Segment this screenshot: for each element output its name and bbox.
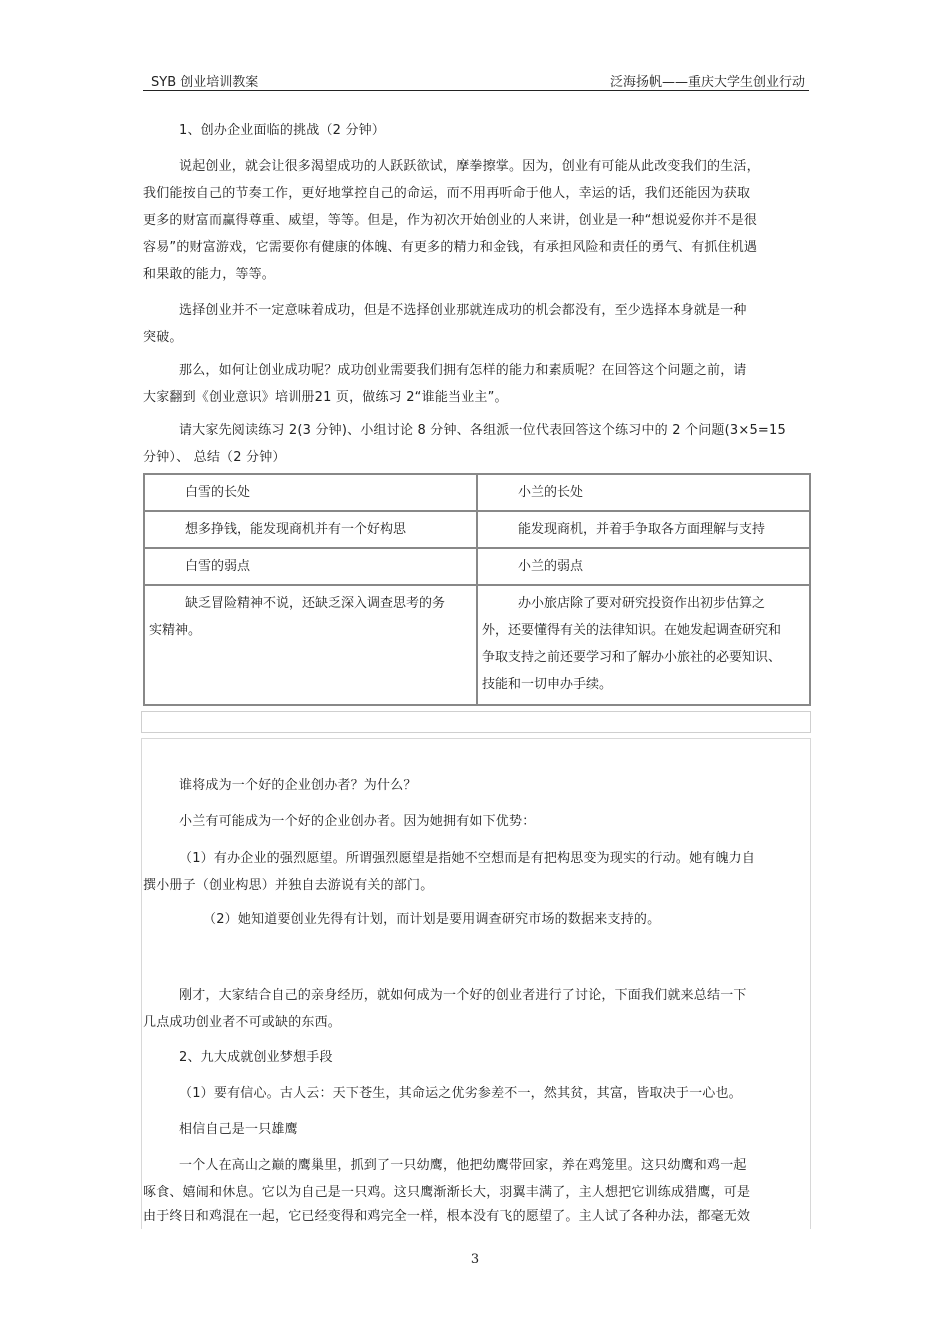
baixue-strengths-header: 白雪的长处: [185, 485, 251, 500]
table-cell: [477, 548, 810, 585]
table-cell: [144, 548, 477, 585]
table-row: [144, 511, 810, 548]
para-1-line-3: 更多的财富而赢得尊重、威望，等等。但是，作为初次开始创业的人来讲，创业是一种“想说爱你并不是很: [143, 213, 758, 228]
xiaolan-weakness-line-2: 外，还要懂得有关的法律知识。在她发起调查研究和: [482, 623, 782, 638]
baixue-weakness-line-2: 实精神。: [149, 623, 202, 638]
table-row: [144, 548, 810, 585]
story-title: 相信自己是一只雄鹰: [179, 1122, 298, 1137]
table-cell: [477, 511, 810, 548]
section-1-title: 1、创办企业面临的挑战（2 分钟）: [179, 123, 386, 138]
item-1: （1）要有信心。古人云：天下苍生，其命运之优劣参差不一，然其贫，其富，皆取决于一心也。: [179, 1086, 742, 1101]
para-1-line-2: 我们能按自己的节奏工作，更好地掌控自己的命运，而不用再听命于他人，幸运的话，我们还能因为获取: [143, 186, 751, 201]
xiaolan-strengths: 能发现商机，并着手争取各方面理解与支持: [518, 522, 766, 537]
story-line-1: 一个人在高山之巅的鹰巢里，抓到了一只幼鹰，他把幼鹰带回家，养在鸡笼里。这只幼鹰和鸡一起: [179, 1158, 747, 1173]
story-line-3: 由于终日和鸡混在一起，它已经变得和鸡完全一样，根本没有飞的愿望了。主人试了各种办法，都毫无效: [143, 1209, 751, 1224]
para-3-line-2: 大家翻到《创业意识》培训册21 页，做练习 2“谁能当业主”。: [143, 390, 508, 405]
point-2: （2）她知道要创业先得有计划，而计划是要用调查研究市场的数据来支持的。: [203, 912, 661, 927]
xiaolan-weaknesses-header: 小兰的弱点: [518, 559, 584, 574]
comparison-table: [143, 473, 811, 706]
summary-line-1: 刚才，大家结合自己的亲身经历，就如何成为一个好的创业者进行了讨论，下面我们就来总结一下: [179, 988, 747, 1003]
para-2-line-2: 突破。: [143, 330, 183, 345]
xiaolan-strengths-header: 小兰的长处: [518, 485, 584, 500]
story-line-2: 啄食、嬉闹和休息。它以为自己是一只鸡。这只鹰渐渐长大，羽翼丰满了，主人想把它训练成猎鹰，可是: [143, 1185, 751, 1200]
header-left-title: SYB 创业培训教案: [151, 75, 259, 90]
para-4-line-2: 分钟）、 总结（2 分钟）: [143, 450, 286, 465]
baixue-weakness-line-1: 缺乏冒险精神不说，还缺乏深入调查思考的务: [185, 596, 446, 611]
para-4-line-1: 请大家先阅读练习 2(3 分钟)、小组讨论 8 分钟、各组派一位代表回答这个练习中的 2 个问题(3×5=15: [179, 423, 786, 438]
xiaolan-weakness-line-3: 争取支持之前还要学习和了解办小旅社的必要知识、: [482, 650, 782, 665]
para-1-line-4: 容易”的财富游戏，它需要你有健康的体魄、有更多的精力和金钱，有承担风险和责任的勇气、有抓住机遇: [143, 240, 758, 255]
point-1-line-1: （1）有办企业的强烈愿望。所谓强烈愿望是指她不空想而是有把构思变为现实的行动。她有魄力自: [179, 851, 756, 866]
table-row: [144, 585, 810, 705]
question: 谁将成为一个好的企业创办者？为什么？: [179, 778, 417, 793]
empty-table-row: [141, 711, 811, 733]
page-header: [143, 68, 809, 91]
para-1-line-5: 和果敢的能力，等等。: [143, 267, 276, 282]
xiaolan-weakness-line-1: 办小旅店除了要对研究投资作出初步估算之: [518, 596, 766, 611]
table-row: [144, 474, 810, 511]
page-number: 3: [470, 1252, 480, 1267]
table-cell: [144, 474, 477, 511]
para-2-line-1: 选择创业并不一定意味着成功，但是不选择创业那就连成功的机会都没有，至少选择本身就是一种: [179, 303, 747, 318]
summary-line-2: 几点成功创业者不可或缺的东西。: [143, 1015, 342, 1030]
table-cell: [144, 511, 477, 548]
answer: 小兰有可能成为一个好的企业创办者。因为她拥有如下优势：: [179, 814, 536, 829]
baixue-weaknesses-header: 白雪的弱点: [185, 559, 251, 574]
table-cell: [477, 585, 810, 705]
para-1-line-1: 说起创业，就会让很多渴望成功的人跃跃欲试，摩拳擦掌。因为，创业有可能从此改变我们的生活，: [179, 159, 760, 174]
table-cell: [477, 474, 810, 511]
point-1-line-2: 撰小册子（创业构思）并独自去游说有关的部门。: [143, 878, 434, 893]
section-2-title: 2、九大成就创业梦想手段: [179, 1050, 333, 1065]
baixue-strengths: 想多挣钱，能发现商机并有一个好构思: [185, 522, 407, 537]
xiaolan-weakness-line-4: 技能和一切申办手续。: [482, 677, 613, 692]
para-3-line-1: 那么，如何让创业成功呢？成功创业需要我们拥有怎样的能力和素质呢？在回答这个问题之前，请: [179, 363, 747, 378]
header-right-title: 泛海扬帆——重庆大学生创业行动: [609, 75, 805, 90]
table-cell: [144, 585, 477, 705]
